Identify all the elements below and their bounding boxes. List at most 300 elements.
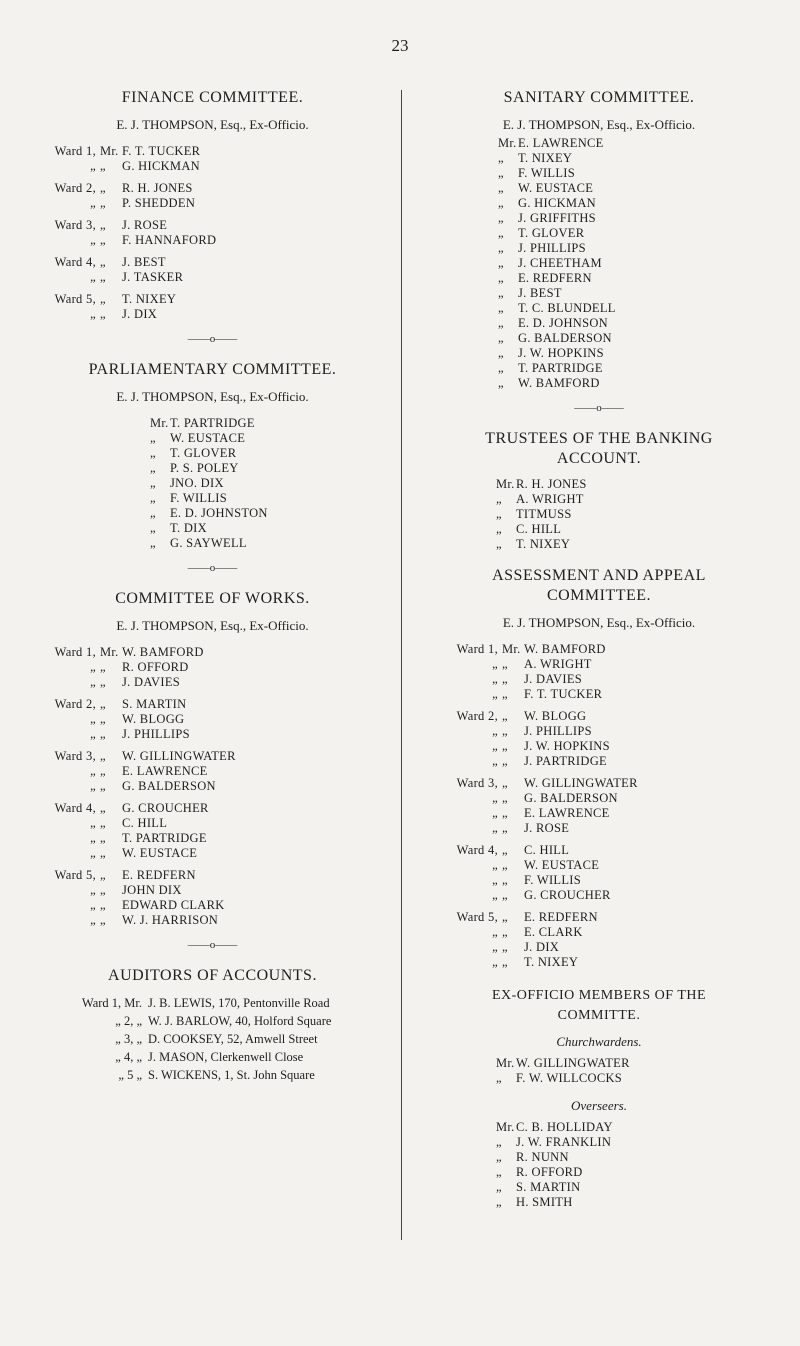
ward-label: „ <box>492 657 498 671</box>
auditor-ward: „ 5 „ <box>118 1068 142 1082</box>
member-title: „ <box>502 940 508 954</box>
member-name: T. NIXEY <box>518 151 573 165</box>
ward-label: Ward 5, <box>456 910 498 924</box>
member-row <box>498 196 780 211</box>
member-name: J. ROSE <box>122 218 168 232</box>
parliamentary-committee-title: PARLIAMENTARY COMMITTEE. <box>88 361 337 378</box>
sanitary-ex-officio: E. J. THOMPSON, Esq., Ex-Officio. <box>502 117 696 132</box>
ward-label: „ <box>90 846 96 860</box>
member-row <box>498 256 780 271</box>
ward-label: „ <box>492 821 498 835</box>
member-title: „ <box>100 779 106 793</box>
member-title: „ <box>100 749 106 763</box>
member-row <box>40 144 385 159</box>
assessment-member-list <box>418 642 780 970</box>
member-name: C. HILL <box>524 843 570 857</box>
member-title: „ <box>100 660 106 674</box>
ward-label: „ <box>492 925 498 939</box>
member-name: A. WRIGHT <box>516 492 584 506</box>
member-name: W. EUSTACE <box>518 181 594 195</box>
member-row <box>40 801 385 816</box>
member-name: W. GILLINGWATER <box>524 776 638 790</box>
member-title: „ <box>100 868 106 882</box>
member-row <box>40 255 385 270</box>
separator: ——o—— <box>187 939 238 951</box>
assessment-title-line2: COMMITTEE. <box>546 587 652 604</box>
member-title: „ <box>498 166 504 180</box>
assessment-title-line1: ASSESSMENT AND APPEAL <box>492 567 706 584</box>
member-title: „ <box>502 858 508 872</box>
member-name: G. CROUCHER <box>524 888 611 902</box>
member-title: „ <box>150 431 156 445</box>
ward-label: „ <box>90 816 96 830</box>
member-title: „ <box>496 1071 502 1085</box>
member-title: Mr. <box>150 416 169 430</box>
ward-label: „ <box>90 270 96 284</box>
member-row <box>40 270 385 285</box>
member-name: F. WILLIS <box>170 491 228 505</box>
finance-committee-title: FINANCE COMMITTEE. <box>121 89 304 106</box>
sanitary-member-list <box>418 136 780 391</box>
ward-label: „ <box>90 712 96 726</box>
separator: ——o—— <box>187 333 238 345</box>
ward-label: Ward 1, <box>54 645 96 659</box>
member-name: S. MARTIN <box>122 697 187 711</box>
member-row <box>40 233 385 248</box>
member-row <box>150 446 385 461</box>
ward-label: „ <box>90 727 96 741</box>
member-row <box>442 888 780 903</box>
member-name: R. OFFORD <box>122 660 189 674</box>
member-row <box>496 1135 780 1150</box>
member-row <box>40 764 385 779</box>
member-name: TITMUSS <box>516 507 572 521</box>
member-name: G. BALDERSON <box>518 331 612 345</box>
member-name: W. J. HARRISON <box>122 913 219 927</box>
member-title: „ <box>150 461 156 475</box>
member-name: W. BAMFORD <box>122 645 204 659</box>
ward-label: Ward 1, <box>456 642 498 656</box>
ward-label: Ward 2, <box>456 709 498 723</box>
ward-label: „ <box>90 779 96 793</box>
finance-ex-officio: E. J. THOMPSON, Esq., Ex-Officio. <box>116 117 309 132</box>
member-title: „ <box>100 270 106 284</box>
member-row <box>498 181 780 196</box>
auditor-ward: „ 3, „ <box>115 1032 142 1046</box>
separator: ——o—— <box>187 562 238 574</box>
member-row <box>442 821 780 836</box>
member-row <box>40 675 385 690</box>
auditor-row <box>40 1014 385 1028</box>
member-name: W. EUSTACE <box>170 431 246 445</box>
ward-label: „ <box>90 233 96 247</box>
member-name: J. DIX <box>524 940 560 954</box>
member-name: E. LAWRENCE <box>524 806 610 820</box>
member-title: „ <box>100 292 106 306</box>
ward-label: „ <box>90 660 96 674</box>
ward-label: „ <box>492 858 498 872</box>
works-ex-officio: E. J. THOMPSON, Esq., Ex-Officio. <box>116 618 309 633</box>
member-row <box>40 181 385 196</box>
member-row <box>442 940 780 955</box>
member-name: E. D. JOHNSTON <box>170 506 268 520</box>
member-title: „ <box>100 697 106 711</box>
member-title: „ <box>498 226 504 240</box>
member-row <box>40 727 385 742</box>
row-gap <box>442 769 780 776</box>
member-name: R. NUNN <box>516 1150 569 1164</box>
row-gap <box>442 702 780 709</box>
member-row <box>40 846 385 861</box>
member-title: „ <box>502 754 508 768</box>
member-name: G. HICKMAN <box>122 159 200 173</box>
member-name: J. PARTRIDGE <box>524 754 607 768</box>
left-column <box>40 88 385 1086</box>
ward-label: Ward 3, <box>456 776 498 790</box>
member-name: C. B. HOLLIDAY <box>516 1120 613 1134</box>
member-row <box>150 491 385 506</box>
member-title: „ <box>150 536 156 550</box>
member-row <box>496 1180 780 1195</box>
member-title: „ <box>100 846 106 860</box>
member-row <box>496 1071 780 1086</box>
row-gap <box>442 836 780 843</box>
member-title: „ <box>502 687 508 701</box>
ward-label: „ <box>492 955 498 969</box>
ward-label: Ward 4, <box>54 255 96 269</box>
member-title: Mr. <box>100 645 119 659</box>
member-title: „ <box>502 955 508 969</box>
ward-label: „ <box>492 873 498 887</box>
member-row <box>40 749 385 764</box>
member-title: „ <box>100 727 106 741</box>
member-title: „ <box>100 233 106 247</box>
member-title: „ <box>496 1165 502 1179</box>
member-title: „ <box>496 522 502 536</box>
member-row <box>442 672 780 687</box>
member-name: J. W. FRANKLIN <box>516 1135 612 1149</box>
member-title: „ <box>498 301 504 315</box>
member-title: „ <box>100 831 106 845</box>
member-name: JOHN DIX <box>122 883 182 897</box>
auditor-row <box>40 1068 385 1082</box>
row-gap <box>442 903 780 910</box>
member-row <box>496 537 780 552</box>
member-name: E. REDFERN <box>518 271 592 285</box>
member-title: „ <box>498 211 504 225</box>
member-title: „ <box>100 255 106 269</box>
ward-label: Ward 4, <box>54 801 96 815</box>
member-name: J. CHEETHAM <box>518 256 602 270</box>
trustees-title-line2: ACCOUNT. <box>556 450 642 467</box>
member-row <box>498 241 780 256</box>
member-title: „ <box>100 675 106 689</box>
row-gap <box>40 861 385 868</box>
member-name: T. C. BLUNDELL <box>518 301 616 315</box>
member-name: JNO. DIX <box>170 476 224 490</box>
member-row <box>40 712 385 727</box>
member-row <box>498 286 780 301</box>
member-title: „ <box>150 476 156 490</box>
member-title: „ <box>498 376 504 390</box>
member-name: A. WRIGHT <box>524 657 592 671</box>
auditors-list <box>40 996 385 1082</box>
ward-label: Ward 5, <box>54 292 96 306</box>
member-title: „ <box>502 888 508 902</box>
member-title: Mr. <box>502 642 521 656</box>
ward-label: „ <box>492 739 498 753</box>
member-row <box>496 1120 780 1135</box>
overseers-label: Overseers. <box>571 1098 627 1113</box>
auditor-name-address: J. B. LEWIS, 170, Pentonville Road <box>148 996 330 1010</box>
member-row <box>40 868 385 883</box>
member-title: „ <box>496 1180 502 1194</box>
churchwardens-list <box>418 1056 780 1086</box>
auditor-name-address: S. WICKENS, 1, St. John Square <box>148 1068 315 1082</box>
member-row <box>442 724 780 739</box>
member-name: T. NIXEY <box>122 292 177 306</box>
member-name: G. BALDERSON <box>524 791 618 805</box>
member-name: T. PARTRIDGE <box>170 416 255 430</box>
member-title: „ <box>496 1135 502 1149</box>
member-title: „ <box>498 181 504 195</box>
member-title: „ <box>502 925 508 939</box>
member-name: E. REDFERN <box>122 868 196 882</box>
member-name: W. GILLINGWATER <box>122 749 236 763</box>
member-row <box>150 506 385 521</box>
member-name: E. LAWRENCE <box>518 136 604 150</box>
ward-label: „ <box>90 764 96 778</box>
member-row <box>496 492 780 507</box>
row-gap <box>40 742 385 749</box>
member-title: Mr. <box>496 1120 515 1134</box>
member-row <box>40 660 385 675</box>
sanitary-committee-title: SANITARY COMMITTEE. <box>503 89 695 106</box>
member-row <box>442 687 780 702</box>
separator: ——o—— <box>574 402 624 414</box>
auditor-name-address: W. J. BARLOW, 40, Holford Square <box>148 1014 332 1028</box>
member-title: „ <box>502 873 508 887</box>
member-row <box>150 416 385 431</box>
auditor-ward: „ 4, „ <box>115 1050 142 1064</box>
member-name: R. H. JONES <box>122 181 193 195</box>
member-row <box>442 776 780 791</box>
member-name: E. CLARK <box>524 925 583 939</box>
auditor-ward: Ward 1, Mr. <box>81 996 142 1010</box>
member-row <box>442 873 780 888</box>
member-name: F. T. TUCKER <box>122 144 201 158</box>
auditors-title: AUDITORS OF ACCOUNTS. <box>108 967 317 984</box>
member-title: „ <box>100 883 106 897</box>
member-row <box>442 858 780 873</box>
member-row <box>498 376 780 391</box>
member-title: „ <box>502 821 508 835</box>
member-title: „ <box>498 196 504 210</box>
member-name: F. WILLIS <box>524 873 582 887</box>
member-name: T. NIXEY <box>516 537 571 551</box>
member-name: W. BLOGG <box>122 712 185 726</box>
member-name: F. WILLIS <box>518 166 576 180</box>
ward-label: „ <box>492 754 498 768</box>
ward-label: „ <box>492 724 498 738</box>
member-name: T. GLOVER <box>518 226 585 240</box>
member-name: R. H. JONES <box>516 477 587 491</box>
member-name: J. W. HOPKINS <box>524 739 610 753</box>
member-name: J. DAVIES <box>122 675 181 689</box>
ward-label: Ward 5, <box>54 868 96 882</box>
member-row <box>498 151 780 166</box>
member-row <box>150 461 385 476</box>
member-row <box>40 218 385 233</box>
member-name: C. HILL <box>516 522 562 536</box>
member-title: „ <box>498 241 504 255</box>
member-name: W. EUSTACE <box>122 846 198 860</box>
churchwardens-label: Churchwardens. <box>556 1034 642 1049</box>
row-gap <box>40 690 385 697</box>
ward-label: „ <box>90 675 96 689</box>
overseers-list <box>418 1120 780 1210</box>
member-row <box>498 346 780 361</box>
member-name: F. W. WILLCOCKS <box>516 1071 623 1085</box>
member-title: Mr. <box>498 136 517 150</box>
trustees-title-line1: TRUSTEES OF THE BANKING <box>485 430 713 447</box>
member-row <box>40 307 385 322</box>
member-name: J. ROSE <box>524 821 570 835</box>
member-name: T. PARTRIDGE <box>518 361 603 375</box>
member-title: „ <box>150 506 156 520</box>
member-title: „ <box>502 672 508 686</box>
member-title: „ <box>100 159 106 173</box>
member-row <box>40 779 385 794</box>
member-title: „ <box>100 218 106 232</box>
auditor-ward: „ 2, „ <box>115 1014 142 1028</box>
member-title: „ <box>496 1195 502 1209</box>
ward-label: „ <box>90 159 96 173</box>
member-name: W. BAMFORD <box>524 642 606 656</box>
member-row <box>496 1165 780 1180</box>
member-row <box>40 159 385 174</box>
member-title: „ <box>100 181 106 195</box>
member-row <box>498 361 780 376</box>
member-row <box>40 645 385 660</box>
member-row <box>498 271 780 286</box>
member-row <box>496 507 780 522</box>
auditor-row <box>40 1032 385 1046</box>
member-row <box>442 925 780 940</box>
ward-label: Ward 2, <box>54 181 96 195</box>
member-name: T. GLOVER <box>170 446 237 460</box>
member-title: „ <box>100 816 106 830</box>
ward-label: „ <box>492 940 498 954</box>
member-name: W. EUSTACE <box>524 858 600 872</box>
member-row <box>498 166 780 181</box>
member-name: J. DAVIES <box>524 672 583 686</box>
ward-label: „ <box>90 831 96 845</box>
member-row <box>150 431 385 446</box>
ward-label: „ <box>492 672 498 686</box>
ward-label: „ <box>90 307 96 321</box>
ward-label: „ <box>90 898 96 912</box>
member-row <box>40 831 385 846</box>
member-title: „ <box>502 739 508 753</box>
member-row <box>442 806 780 821</box>
member-name: J. BEST <box>122 255 166 269</box>
ward-label: „ <box>90 913 96 927</box>
ward-label: „ <box>492 791 498 805</box>
member-title: „ <box>502 709 508 723</box>
member-name: G. BALDERSON <box>122 779 216 793</box>
member-row <box>442 955 780 970</box>
member-row <box>498 136 780 151</box>
member-row <box>496 1150 780 1165</box>
member-row <box>150 476 385 491</box>
member-name: J. PHILLIPS <box>518 241 586 255</box>
member-title: „ <box>498 151 504 165</box>
row-gap <box>40 174 385 181</box>
ward-label: „ <box>492 687 498 701</box>
member-name: E. REDFERN <box>524 910 598 924</box>
member-name: J. DIX <box>122 307 158 321</box>
member-name: J. TASKER <box>122 270 184 284</box>
member-row <box>40 292 385 307</box>
assessment-ex-officio: E. J. THOMPSON, Esq., Ex-Officio. <box>502 615 696 630</box>
auditor-name-address: J. MASON, Clerkenwell Close <box>148 1050 304 1064</box>
ward-label: „ <box>90 196 96 210</box>
parliamentary-ex-officio: E. J. THOMPSON, Esq., Ex-Officio. <box>116 389 309 404</box>
ex-officio-members-title-line1: EX-OFFICIO MEMBERS OF THE <box>491 988 707 1003</box>
member-row <box>498 331 780 346</box>
member-row <box>40 196 385 211</box>
member-row <box>442 910 780 925</box>
member-row <box>496 1195 780 1210</box>
ward-label: Ward 4, <box>456 843 498 857</box>
member-name: H. SMITH <box>516 1195 573 1209</box>
row-gap <box>40 248 385 255</box>
trustees-member-list <box>418 477 780 552</box>
member-title: „ <box>100 898 106 912</box>
member-name: T. PARTRIDGE <box>122 831 207 845</box>
member-name: S. MARTIN <box>516 1180 581 1194</box>
member-name: G. CROUCHER <box>122 801 209 815</box>
member-title: „ <box>502 724 508 738</box>
ward-label: Ward 1, <box>54 144 96 158</box>
member-title: „ <box>150 521 156 535</box>
member-title: „ <box>100 196 106 210</box>
member-name: W. GILLINGWATER <box>516 1056 630 1070</box>
member-row <box>40 898 385 913</box>
member-title: „ <box>496 1150 502 1164</box>
member-name: J. W. HOPKINS <box>518 346 604 360</box>
member-row <box>442 642 780 657</box>
member-name: E. D. JOHNSON <box>518 316 609 330</box>
row-gap <box>40 794 385 801</box>
member-name: P. SHEDDEN <box>122 196 196 210</box>
member-row <box>40 816 385 831</box>
member-title: „ <box>100 801 106 815</box>
member-row <box>496 522 780 537</box>
auditor-row <box>40 1050 385 1064</box>
member-name: R. OFFORD <box>516 1165 583 1179</box>
member-name: T. DIX <box>170 521 207 535</box>
member-row <box>496 477 780 492</box>
member-row <box>442 754 780 769</box>
member-name: J. GRIFFITHS <box>518 211 596 225</box>
member-row <box>442 709 780 724</box>
works-committee-title: COMMITTEE OF WORKS. <box>115 590 310 607</box>
member-name: J. BEST <box>518 286 562 300</box>
works-member-list <box>40 645 385 928</box>
member-title: „ <box>502 657 508 671</box>
